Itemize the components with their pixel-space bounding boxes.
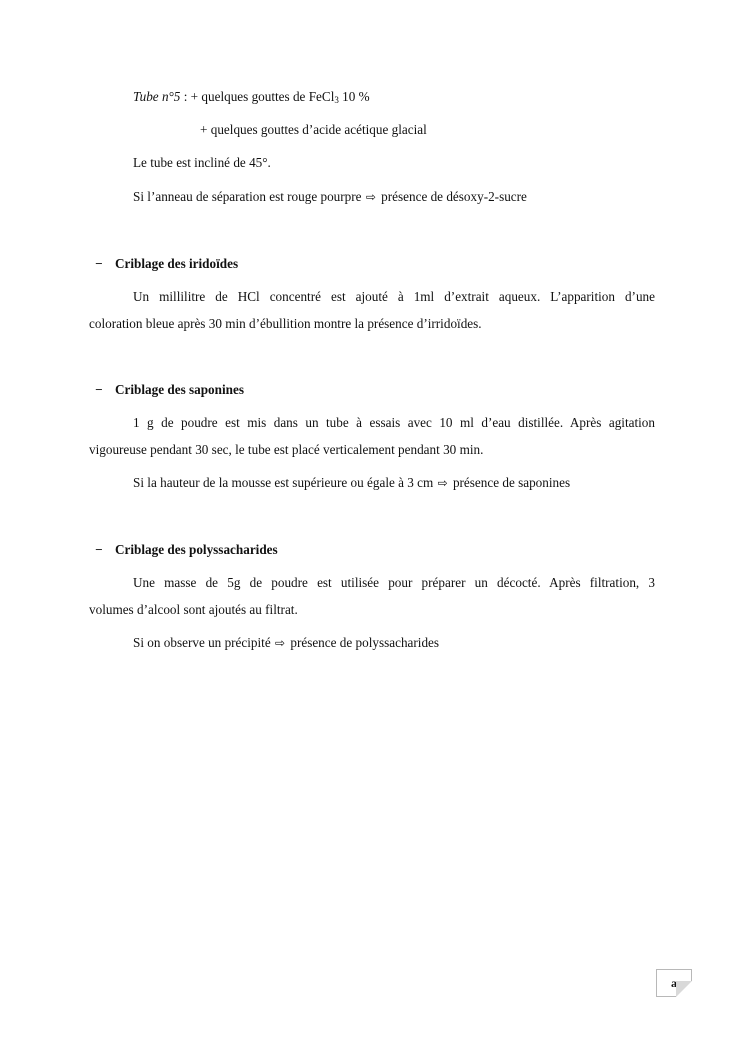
polyssacharides-result-line: [133, 635, 439, 651]
tube5-result-line: [133, 189, 527, 205]
iridoides-paragraph-line1: Un millilitre de HCl concentré est ajouté à 1ml d’extrait aqueux. L’apparition d’une: [133, 289, 655, 304]
polyssacharides-paragraph-line1: Une masse de 5g de poudre est utilisée pour préparer un décocté. Après filtration, 3: [133, 575, 655, 590]
tube5-incline-text: Le tube est incliné de 45°.: [133, 155, 271, 170]
saponines-result: présence de saponines: [452, 475, 571, 490]
saponines-condition: Si la hauteur de la mousse est supérieure ou égale à 3 cm: [133, 475, 434, 490]
tube5-reagent: : + quelques gouttes de FeCl: [180, 89, 335, 104]
tube5-label: Tube n°5: [133, 89, 181, 104]
saponines-result-line: [133, 475, 570, 491]
tube5-reagent-2: + quelques gouttes d’acide acétique glacial: [200, 122, 427, 137]
page-number-box: [656, 969, 692, 997]
dash-bullet: −: [95, 256, 103, 271]
dash-bullet: −: [95, 382, 103, 397]
tube5-result: présence de désoxy-2-sucre: [381, 189, 527, 204]
tube5-subscript: 3: [334, 95, 339, 105]
polyssacharides-condition: Si on observe un précipité: [133, 635, 271, 650]
polyssacharides-result: présence de polyssacharides: [290, 635, 440, 650]
iridoides-paragraph-line2: coloration bleue après 30 min d’ébullition montre la présence d’irridoïdes.: [89, 316, 482, 331]
tube5-line: [133, 89, 370, 105]
polyssacharides-paragraph-line2: volumes d’alcool sont ajoutés au filtrat.: [89, 602, 298, 617]
heading-polyssacharides-text: Criblage des polyssacharides: [115, 542, 278, 557]
page-number: a: [671, 976, 677, 990]
heading-saponines-text: Criblage des saponines: [115, 382, 244, 397]
saponines-paragraph-line1: 1 g de poudre est mis dans un tube à essais avec 10 ml d’eau distillée. Après agitation: [133, 415, 655, 430]
tube5-condition: Si l’anneau de séparation est rouge pourpre: [133, 189, 362, 204]
heading-saponines: [95, 382, 244, 398]
heading-iridoides: [95, 256, 238, 272]
heading-iridoides-text: Criblage des iridoïdes: [115, 256, 239, 271]
arrow-right-icon: ⇨: [275, 636, 286, 650]
dash-bullet: −: [95, 542, 103, 557]
tube5-concentration: 10 %: [338, 89, 370, 104]
arrow-right-icon: ⇨: [437, 476, 448, 490]
saponines-paragraph-line2: vigoureuse pendant 30 sec, le tube est placé verticalement pendant 30 min.: [89, 442, 484, 457]
arrow-right-icon: ⇨: [365, 190, 376, 204]
heading-polyssacharides: [95, 542, 278, 558]
page-curl-icon: [676, 981, 692, 997]
